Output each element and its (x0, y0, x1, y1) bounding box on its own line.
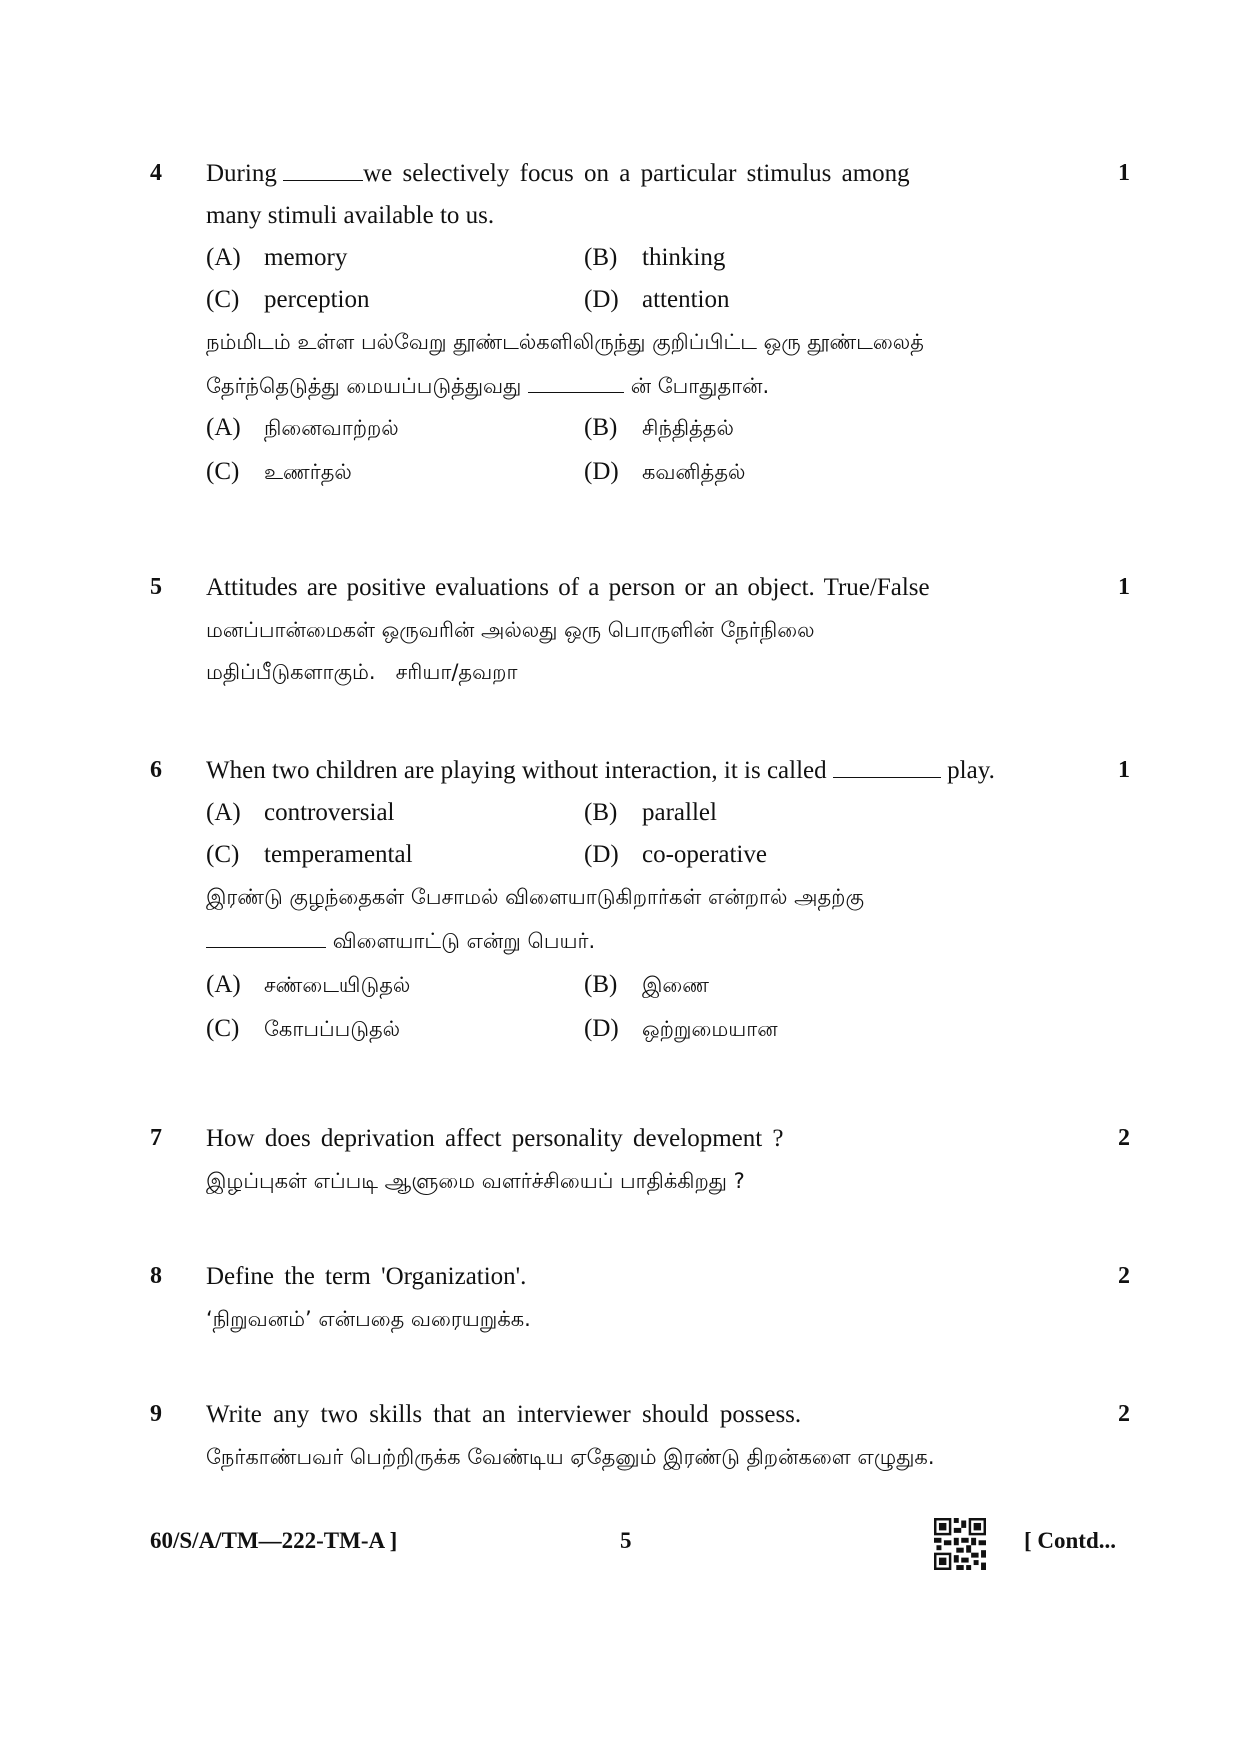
option-b-ta: (B) இணை (584, 971, 710, 998)
question-marks: 2 (1118, 1125, 1130, 1151)
question-text-ta-line2: மதிப்பீடுகளாகும். சரியா/தவறா (206, 660, 518, 684)
question-9 (150, 1401, 1130, 1481)
question-marks: 1 (1118, 757, 1130, 783)
question-text-ta-line2: விளையாட்டு என்று பெயர். (206, 927, 595, 956)
option-b-ta: (B) சிந்தித்தல் (584, 414, 734, 441)
page-number: 5 (620, 1528, 632, 1553)
question-text-ta: ‘நிறுவனம்’ என்பதை வரையறுக்க. (206, 1307, 531, 1331)
question-text-ta: இரண்டு குழந்தைகள் பேசாமல் விளையாடுகிறார்கள் என்றால் அதற்கு (206, 885, 864, 909)
question-number: 8 (150, 1263, 162, 1289)
option-a-en: (A) memory (206, 244, 348, 271)
question-4 (150, 160, 1130, 490)
paper-code: 60/S/A/TM—222-TM-A ] (150, 1528, 398, 1553)
option-c-en: (C) perception (206, 286, 370, 313)
option-d-en: (D) attention (584, 286, 730, 313)
question-marks: 2 (1118, 1263, 1130, 1289)
question-5 (150, 574, 1130, 694)
option-a-en: (A) controversial (206, 799, 395, 826)
answer-blank (528, 372, 624, 393)
option-c-en: (C) temperamental (206, 841, 413, 868)
question-marks: 1 (1118, 574, 1130, 600)
answer-blank (283, 160, 363, 181)
option-b-en: (B) thinking (584, 244, 726, 271)
question-text-en: Write any two skills that an interviewer should possess. (206, 1401, 802, 1428)
question-number: 5 (150, 574, 162, 600)
question-number: 7 (150, 1125, 162, 1151)
question-text-en: During we selectively focus on a particular stimulus among (206, 160, 910, 187)
question-text-ta: நேர்காண்பவர் பெற்றிருக்க வேண்டிய ஏதேனும் இரண்டு திறன்களை எழுதுக. (206, 1445, 935, 1469)
option-d-ta: (D) ஒற்றுமையான (584, 1015, 778, 1042)
continued-label: [ Contd... (1024, 1528, 1117, 1553)
question-text-en-line2: many stimuli available to us. (206, 202, 495, 229)
option-d-en: (D) co-operative (584, 841, 767, 868)
option-d-ta: (D) கவனித்தல் (584, 458, 746, 485)
question-text-en: Attitudes are positive evaluations of a person or an object. True/False (206, 574, 930, 601)
question-marks: 1 (1118, 160, 1130, 186)
question-text-ta: மனப்பான்மைகள் ஒருவரின் அல்லது ஒரு பொருளின் நேர்நிலை (206, 618, 815, 642)
question-7 (150, 1125, 1130, 1205)
question-marks: 2 (1118, 1401, 1130, 1427)
answer-blank (206, 927, 326, 948)
option-a-ta: (A) நினைவாற்றல் (206, 414, 399, 441)
question-text-ta: நம்மிடம் உள்ள பல்வேறு தூண்டல்களிலிருந்து குறிப்பிட்ட ஒரு தூண்டலைத் (206, 330, 924, 354)
question-text-en: How does deprivation affect personality development ? (206, 1125, 784, 1152)
question-8 (150, 1263, 1130, 1343)
question-number: 9 (150, 1401, 162, 1427)
question-number: 6 (150, 757, 162, 783)
question-text-en: Define the term 'Organization'. (206, 1263, 527, 1290)
question-number: 4 (150, 160, 162, 186)
option-c-ta: (C) உணர்தல் (206, 458, 352, 485)
question-6 (150, 757, 1130, 1087)
option-c-ta: (C) கோபப்படுதல் (206, 1015, 401, 1042)
option-a-ta: (A) சண்டையிடுதல் (206, 971, 411, 998)
question-text-ta-line2: தேர்ந்தெடுத்து மையப்படுத்துவது ன் போதுதான். (206, 374, 770, 398)
answer-blank (833, 757, 941, 778)
qr-code-icon (934, 1518, 986, 1570)
question-text-en: When two children are playing without interaction, it is called play. (206, 757, 995, 784)
option-b-en: (B) parallel (584, 799, 717, 826)
question-text-ta: இழப்புகள் எப்படி ஆளுமை வளர்ச்சியைப் பாதிக்கிறது ? (206, 1169, 745, 1193)
